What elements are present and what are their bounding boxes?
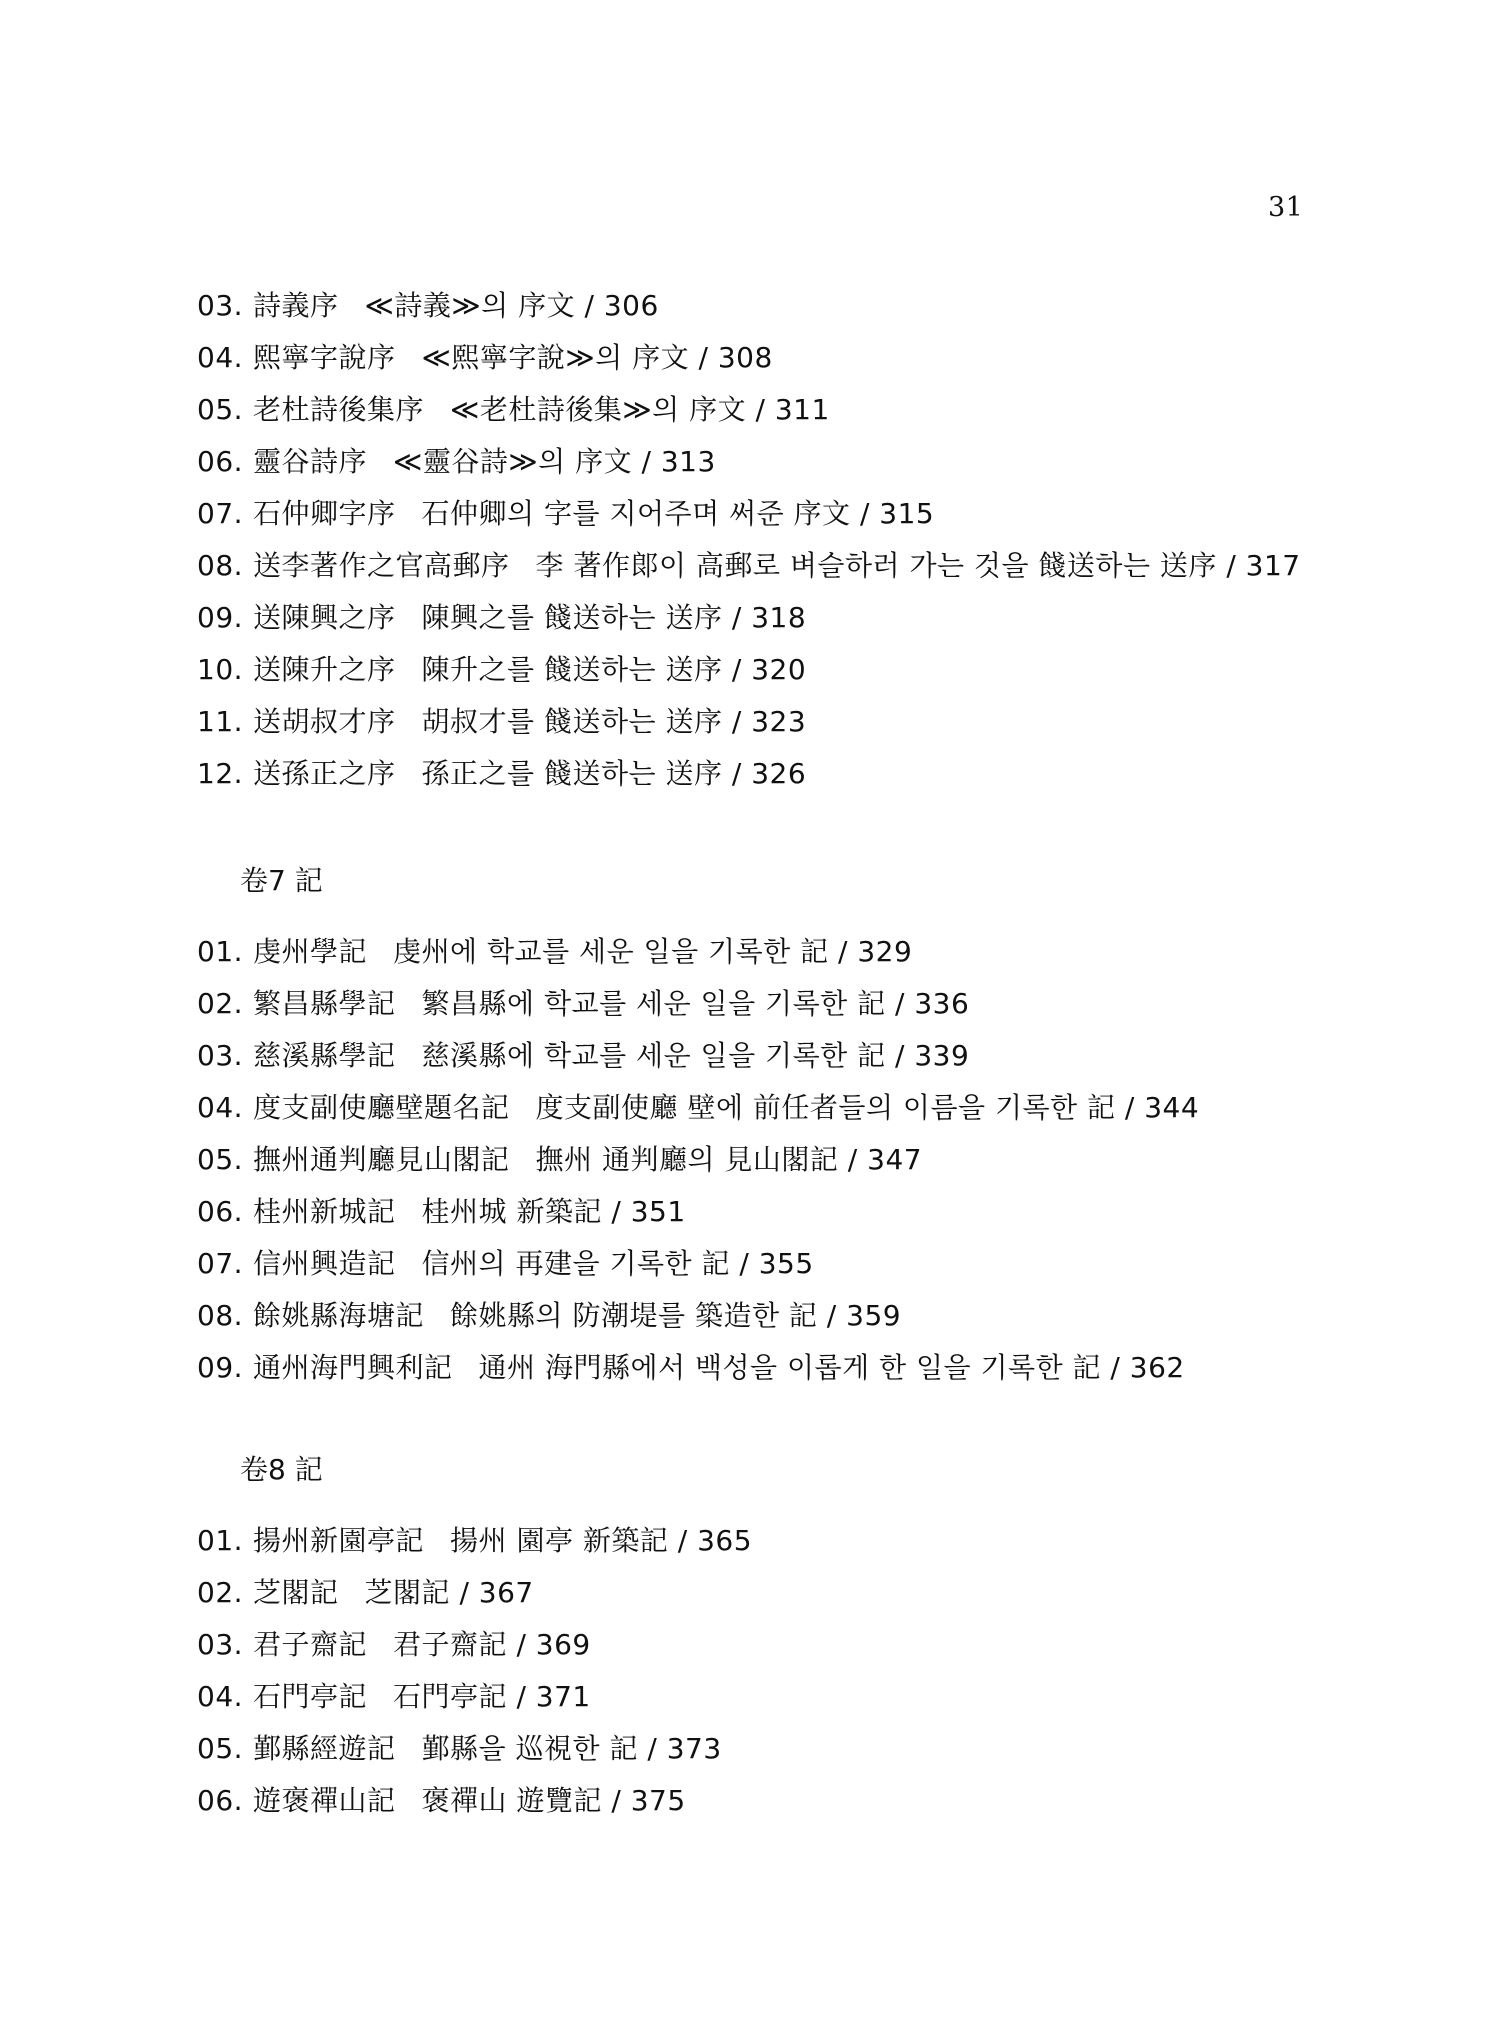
- entry-number: 03.: [197, 289, 244, 322]
- toc-entry: 05. 撫州通判廳見山閣記 撫州 通判廳의 見山閣記 / 347: [197, 1143, 923, 1176]
- toc-entry: 08. 餘姚縣海塘記 餘姚縣의 防潮堤를 築造한 記 / 359: [197, 1299, 902, 1332]
- entry-title: 遊褒禪山記: [253, 1784, 396, 1817]
- entry-number: 02.: [197, 987, 244, 1020]
- toc-entry: 04. 石門亭記 石門亭記 / 371: [197, 1680, 591, 1713]
- entry-number: 10.: [197, 653, 244, 686]
- entry-page: 367: [478, 1576, 534, 1609]
- entry-number: 01.: [197, 935, 244, 968]
- entry-number: 02.: [197, 1576, 244, 1609]
- entry-number: 04.: [197, 1680, 244, 1713]
- entry-title: 送陳興之序: [253, 601, 396, 634]
- volume-heading: 卷8 記: [240, 1453, 323, 1486]
- toc-entry: 01. 揚州新園亭記 揚州 園亭 新築記 / 365: [197, 1524, 753, 1557]
- entry-title: 石門亭記: [253, 1680, 368, 1713]
- entry-number: 05.: [197, 1143, 244, 1176]
- entry-page: 351: [630, 1195, 686, 1228]
- toc-entry: 09. 通州海門興利記 通州 海門縣에서 백성을 이롭게 한 일을 기록한 記 / 362: [197, 1351, 1185, 1384]
- entry-title: 餘姚縣海塘記: [253, 1299, 425, 1332]
- entry-description: ≪老杜詩後集≫의 序文: [450, 393, 747, 426]
- entry-title: 度支副使廳壁題名記: [253, 1091, 510, 1124]
- toc-entry: 03. 君子齋記 君子齋記 / 369: [197, 1628, 591, 1661]
- entry-page: 329: [857, 935, 913, 968]
- entry-title: 通州海門興利記: [253, 1351, 453, 1384]
- entry-title: 送陳升之序: [253, 653, 396, 686]
- entry-number: 11.: [197, 705, 244, 738]
- entry-description: 度支副使廳 壁에 前任者들의 이름을 기록한 記: [535, 1091, 1116, 1124]
- entry-number: 06.: [197, 1195, 244, 1228]
- toc-entry: 10. 送陳升之序 陳升之를 餞送하는 送序 / 320: [197, 653, 807, 686]
- entry-description: 餘姚縣의 防潮堤를 築造한 記: [450, 1299, 818, 1332]
- entry-page: 313: [660, 445, 716, 478]
- entry-page: 362: [1129, 1351, 1185, 1384]
- entry-page: 365: [697, 1524, 753, 1557]
- entry-page: 315: [879, 497, 935, 530]
- toc-entry: 03. 詩義序 ≪詩義≫의 序文 / 306: [197, 289, 659, 322]
- entry-description: 李 著作郞이 高郵로 벼슬하러 가는 것을 餞送하는 送序: [535, 549, 1217, 582]
- entry-title: 送孫正之序: [253, 757, 396, 790]
- entry-number: 04.: [197, 341, 244, 374]
- toc-entry: 09. 送陳興之序 陳興之를 餞送하는 送序 / 318: [197, 601, 807, 634]
- entry-page: 371: [535, 1680, 591, 1713]
- entry-page: 317: [1245, 549, 1301, 582]
- toc-entry: 02. 芝閣記 芝閣記 / 367: [197, 1576, 534, 1609]
- toc-section-volume-8: [197, 1515, 752, 1827]
- toc-entry: 07. 信州興造記 信州의 再建을 기록한 記 / 355: [197, 1247, 814, 1280]
- entry-number: 04.: [197, 1091, 244, 1124]
- entry-title: 繁昌縣學記: [253, 987, 396, 1020]
- entry-description: 陳升之를 餞送하는 送序: [421, 653, 723, 686]
- entry-page: 355: [758, 1247, 814, 1280]
- entry-page: 359: [846, 1299, 902, 1332]
- toc-entry: 03. 慈溪縣學記 慈溪縣에 학교를 세운 일을 기록한 記 / 339: [197, 1039, 970, 1072]
- toc-entry: 04. 度支副使廳壁題名記 度支副使廳 壁에 前任者들의 이름을 기록한 記 / 344: [197, 1091, 1200, 1124]
- entry-number: 08.: [197, 1299, 244, 1332]
- entry-number: 09.: [197, 1351, 244, 1384]
- entry-title: 送李著作之官高郵序: [253, 549, 510, 582]
- entry-description: 信州의 再建을 기록한 記: [421, 1247, 730, 1280]
- entry-title: 虔州學記: [253, 935, 368, 968]
- entry-title: 撫州通判廳見山閣記: [253, 1143, 510, 1176]
- entry-page: 369: [535, 1628, 591, 1661]
- entry-page: 375: [630, 1784, 686, 1817]
- entry-title: 芝閣記: [253, 1576, 339, 1609]
- entry-page: 344: [1144, 1091, 1200, 1124]
- toc-entry: 06. 靈谷詩序 ≪靈谷詩≫의 序文 / 313: [197, 445, 716, 478]
- entry-number: 07.: [197, 1247, 244, 1280]
- entry-description: 孫正之를 餞送하는 送序: [421, 757, 723, 790]
- toc-entry: 05. 鄞縣經遊記 鄞縣을 巡視한 記 / 373: [197, 1732, 722, 1765]
- entry-description: 揚州 園亭 新築記: [450, 1524, 669, 1557]
- entry-description: 陳興之를 餞送하는 送序: [421, 601, 723, 634]
- entry-title: 靈谷詩序: [253, 445, 368, 478]
- entry-number: 05.: [197, 1732, 244, 1765]
- entry-title: 老杜詩後集序: [253, 393, 425, 426]
- volume-heading: 卷7 記: [240, 864, 323, 897]
- entry-page: 306: [603, 289, 659, 322]
- entry-number: 06.: [197, 1784, 244, 1817]
- toc-entry: 02. 繁昌縣學記 繁昌縣에 학교를 세운 일을 기록한 記 / 336: [197, 987, 970, 1020]
- entry-description: 通州 海門縣에서 백성을 이롭게 한 일을 기록한 記: [478, 1351, 1102, 1384]
- entry-description: 褒禪山 遊覽記: [421, 1784, 602, 1817]
- entry-page: 318: [751, 601, 807, 634]
- toc-entry: 06. 遊褒禪山記 褒禪山 遊覽記 / 375: [197, 1784, 686, 1817]
- entry-number: 07.: [197, 497, 244, 530]
- toc-section-volume-7: [197, 926, 1199, 1394]
- entry-title: 君子齋記: [253, 1628, 368, 1661]
- entry-page: 308: [717, 341, 773, 374]
- entry-title: 慈溪縣學記: [253, 1039, 396, 1072]
- entry-title: 送胡叔才序: [253, 705, 396, 738]
- entry-number: 12.: [197, 757, 244, 790]
- toc-entry: 01. 虔州學記 虔州에 학교를 세운 일을 기록한 記 / 329: [197, 935, 913, 968]
- toc-entry: 08. 送李著作之官高郵序 李 著作郞이 高郵로 벼슬하러 가는 것을 餞送하는 送序 / 317: [197, 549, 1301, 582]
- entry-description: 桂州城 新築記: [421, 1195, 602, 1228]
- entry-number: 01.: [197, 1524, 244, 1557]
- entry-page: 326: [751, 757, 807, 790]
- toc-entry: 06. 桂州新城記 桂州城 新築記 / 351: [197, 1195, 686, 1228]
- entry-title: 鄞縣經遊記: [253, 1732, 396, 1765]
- entry-description: ≪靈谷詩≫의 序文: [393, 445, 633, 478]
- entry-description: 撫州 通判廳의 見山閣記: [535, 1143, 839, 1176]
- entry-page: 339: [914, 1039, 970, 1072]
- entry-description: 石仲卿의 字를 지어주며 써준 序文: [421, 497, 851, 530]
- entry-number: 09.: [197, 601, 244, 634]
- entry-description: 慈溪縣에 학교를 세운 일을 기록한 記: [421, 1039, 886, 1072]
- page-number: 31: [1268, 192, 1304, 223]
- entry-description: 芝閣記: [364, 1576, 451, 1609]
- entry-page: 323: [751, 705, 807, 738]
- entry-page: 373: [666, 1732, 722, 1765]
- entry-page: 336: [914, 987, 970, 1020]
- entry-description: 君子齋記: [393, 1628, 508, 1661]
- toc-entry: 07. 石仲卿字序 石仲卿의 字를 지어주며 써준 序文 / 315: [197, 497, 935, 530]
- entry-title: 熙寧字說序: [253, 341, 396, 374]
- entry-number: 03.: [197, 1628, 244, 1661]
- entry-description: 鄞縣을 巡視한 記: [421, 1732, 638, 1765]
- entry-number: 03.: [197, 1039, 244, 1072]
- entry-page: 347: [867, 1143, 923, 1176]
- entry-number: 08.: [197, 549, 244, 582]
- entry-title: 石仲卿字序: [253, 497, 396, 530]
- entry-description: ≪詩義≫의 序文: [364, 289, 576, 322]
- entry-title: 桂州新城記: [253, 1195, 396, 1228]
- toc-section-continued: [197, 280, 1301, 800]
- entry-description: 胡叔才를 餞送하는 送序: [421, 705, 723, 738]
- entry-number: 05.: [197, 393, 244, 426]
- entry-title: 詩義序: [253, 289, 339, 322]
- entry-description: 石門亭記: [393, 1680, 508, 1713]
- entry-title: 信州興造記: [253, 1247, 396, 1280]
- toc-entry: 12. 送孫正之序 孫正之를 餞送하는 送序 / 326: [197, 757, 807, 790]
- toc-entry: 11. 送胡叔才序 胡叔才를 餞送하는 送序 / 323: [197, 705, 807, 738]
- entry-title: 揚州新園亭記: [253, 1524, 425, 1557]
- entry-description: 虔州에 학교를 세운 일을 기록한 記: [393, 935, 829, 968]
- toc-entry: 05. 老杜詩後集序 ≪老杜詩後集≫의 序文 / 311: [197, 393, 830, 426]
- entry-page: 320: [751, 653, 807, 686]
- entry-number: 06.: [197, 445, 244, 478]
- entry-description: ≪熙寧字說≫의 序文: [421, 341, 690, 374]
- toc-entry: 04. 熙寧字說序 ≪熙寧字說≫의 序文 / 308: [197, 341, 773, 374]
- entry-page: 311: [774, 393, 830, 426]
- entry-description: 繁昌縣에 학교를 세운 일을 기록한 記: [421, 987, 886, 1020]
